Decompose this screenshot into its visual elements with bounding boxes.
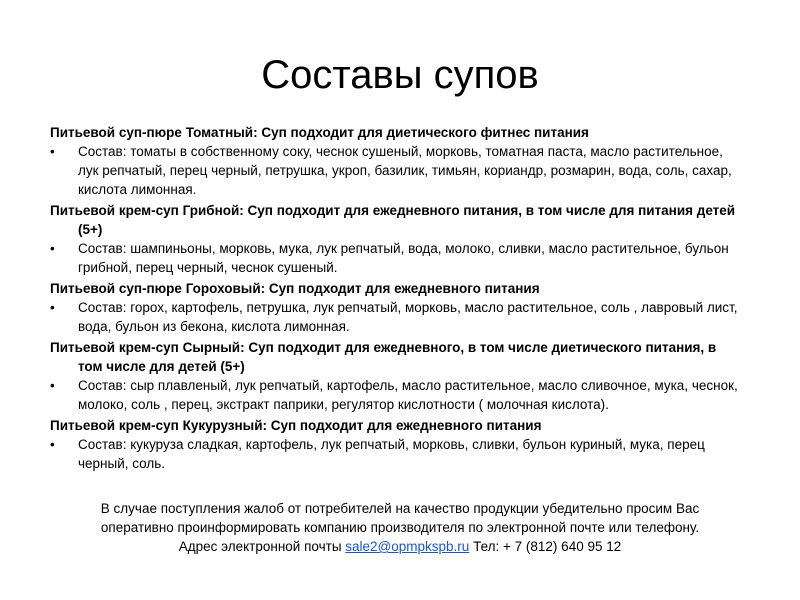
soup-section-mushroom [50, 201, 740, 277]
composition-item [50, 435, 740, 473]
email-link[interactable]: sale2@opmpkspb.ru [345, 539, 470, 554]
bullet-icon: • [50, 241, 55, 256]
soup-section-tomato [50, 123, 740, 199]
soup-section-pea [50, 279, 740, 336]
soup-list [50, 123, 740, 475]
bullet-icon: • [50, 437, 55, 452]
section-heading: Питьевой крем-суп Сырный: Суп подходит для ежедневного, в том числе диетического питания, в том числе для детей (5+) [50, 340, 717, 374]
soup-section-cheese [50, 338, 740, 414]
complaint-notice-line1: В случае поступления жалоб от потребителей на качество продукции убедительно просим Вас [100, 501, 700, 516]
section-heading: Питьевой крем-суп Грибной: Суп подходит для ежедневного питания, в том числе для питания детей (5+) [50, 203, 736, 237]
composition-item [50, 239, 740, 277]
page-title: Составы супов [261, 53, 539, 97]
email-label: Адрес электронной почты [178, 539, 342, 554]
composition-text: Состав: горох, картофель, петрушка, лук репчатый, морковь, масло растительное, соль , лавровый лист, вода, бульон из бекона, кислота лимонная. [78, 300, 738, 334]
composition-item [50, 298, 740, 336]
soup-section-corn [50, 416, 740, 473]
phone-text: Тел: + 7 (812) 640 95 12 [473, 539, 622, 554]
complaint-notice-line2: оперативно проинформировать компанию производителя по электронной почте или телефону. [100, 520, 700, 535]
contact-footer [0, 499, 800, 556]
composition-text: Состав: сыр плавленый, лук репчатый, картофель, масло растительное, масло сливочное, мука, чеснок, молоко, соль , перец, экстракт паприки, регулятор кислотности ( молочная кислота). [78, 378, 738, 412]
bullet-icon: • [50, 300, 55, 315]
composition-text: Состав: кукуруза сладкая, картофель, лук репчатый, морковь, сливки, бульон куриный, мука, перец черный, соль. [78, 437, 705, 471]
section-heading: Питьевой суп-пюре Томатный: Суп подходит для диетического фитнес питания [50, 125, 589, 140]
composition-item [50, 376, 740, 414]
composition-item [50, 142, 740, 199]
section-heading: Питьевой крем-суп Кукурузный: Суп подходит для ежедневного питания [50, 418, 542, 433]
composition-text: Состав: шампиньоны, морковь, мука, лук репчатый, вода, молоко, сливки, масло растительное, бульон грибной, перец черный, чеснок сушеный. [78, 241, 729, 275]
section-heading: Питьевой суп-пюре Гороховый: Суп подходит для ежедневного питания [50, 281, 540, 296]
bullet-icon: • [50, 144, 55, 159]
composition-text: Состав: томаты в собственному соку, чеснок сушеный, морковь, томатная паста, масло растительное, лук репчатый, перец черный, петрушка, укроп, базилик, тимьян, кориандр, розмарин, вода, соль, сахар, кислота лимонная. [78, 144, 732, 197]
bullet-icon: • [50, 378, 55, 393]
contact-line [0, 537, 800, 556]
